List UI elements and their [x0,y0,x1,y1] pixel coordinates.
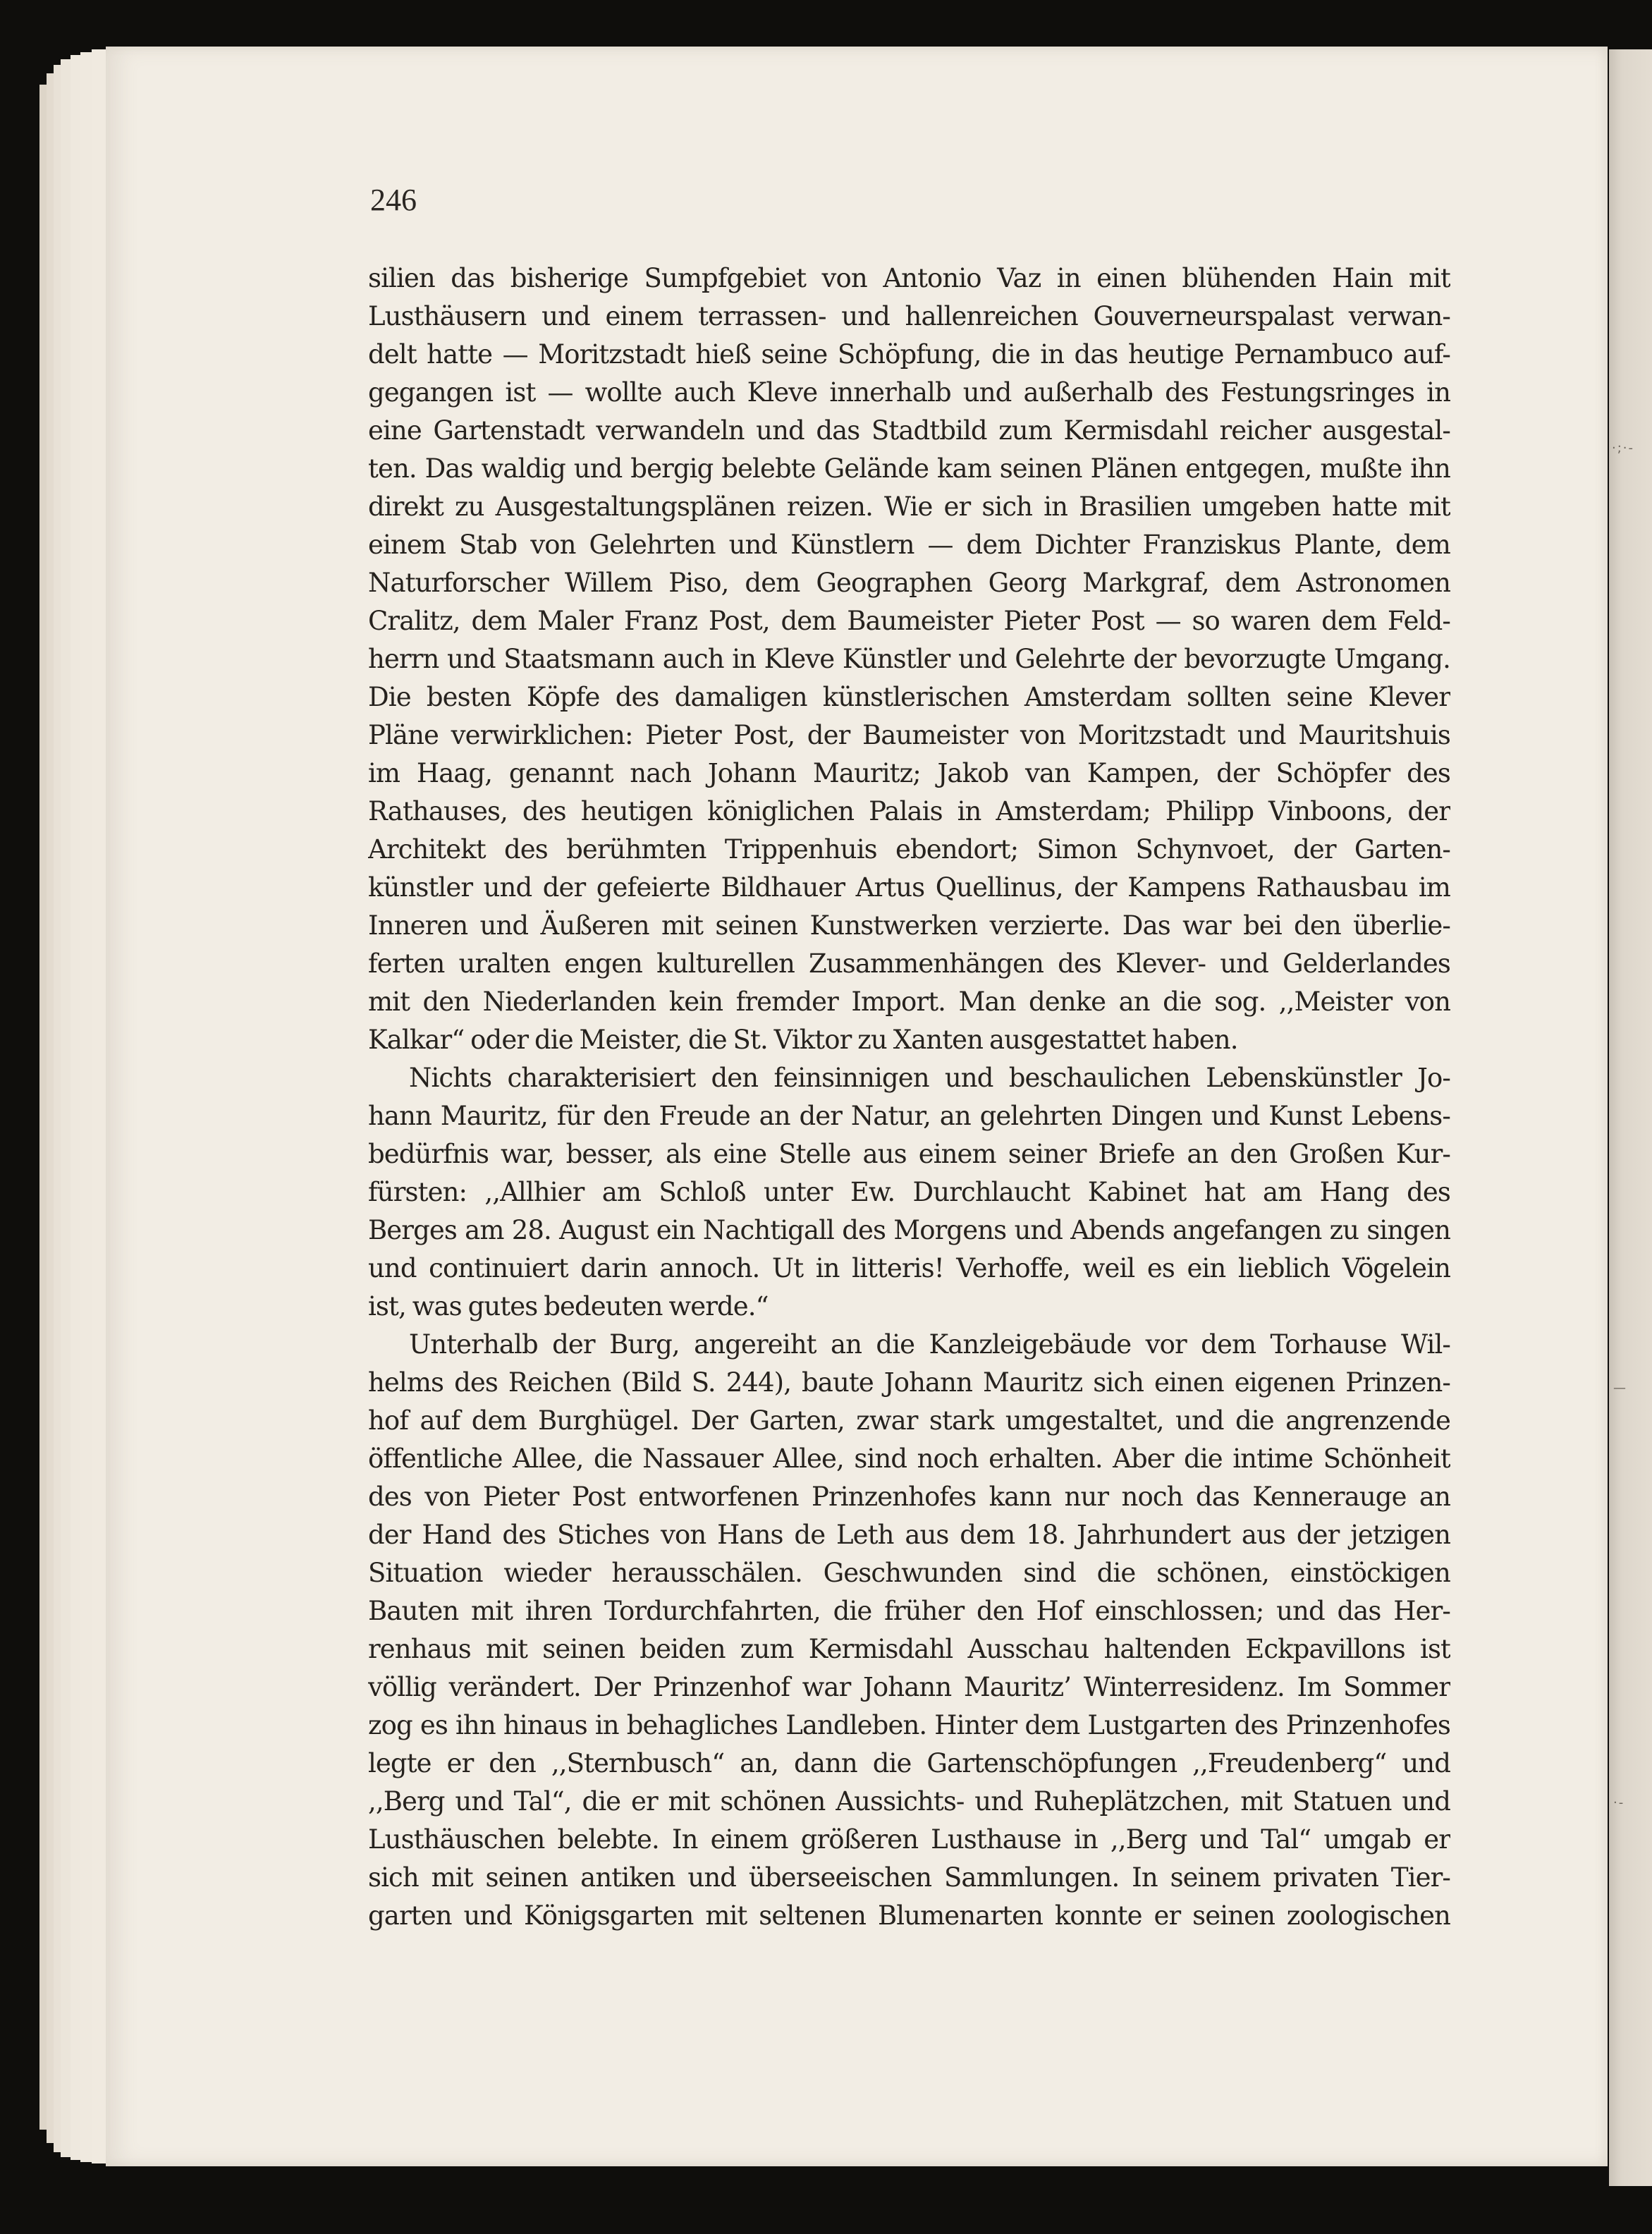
text-line: renhaus mit seinen beiden zum Kermisdahl Ausschau haltenden Eckpavillons ist [368,1634,1450,1664]
text-line: ten. Das waldig und bergig belebte Gelände kam seinen Plänen entgegen, mußte ihn [368,453,1450,484]
text-line: delt hatte — Moritzstadt hieß seine Schöpfung, die in das heutige Pernambuco auf- [368,339,1450,370]
text-line: gegangen ist — wollte auch Kleve innerhalb und außerhalb des Festungsringes in [368,377,1450,408]
text-line: eine Gartenstadt verwandeln und das Stadtbild zum Kermisdahl reicher ausgestal- [368,415,1450,446]
text-line: Kalkar“ oder die Meister, die St. Viktor zu Xanten ausgestattet haben. [368,1025,1238,1055]
text-line: Naturforscher Willem Piso, dem Geographen Georg Markgraf, dem Astronomen [368,568,1450,598]
text-line: Unterhalb der Burg, angereiht an die Kanzleigebäude vor dem Torhause Wil- [409,1329,1450,1360]
text-line: Bauten mit ihren Tordurchfahrten, die früher den Hof einschlossen; und das Her- [368,1596,1450,1626]
text-line: Situation wieder herausschälen. Geschwunden sind die schönen, einstöckigen [368,1558,1450,1588]
text-line: der Hand des Stiches von Hans de Leth aus dem 18. Jahrhundert aus der jetzigen [368,1520,1450,1550]
text-line: mit den Niederlanden kein fremder Import. Man denke an die sog. ,,Meister von [368,987,1450,1017]
text-line: direkt zu Ausgestaltungsplänen reizen. Wie er sich in Brasilien umgeben hatte mit [368,492,1450,522]
text-line: ist, was gutes bedeuten werde.“ [368,1291,769,1322]
facing-page-edge [1609,49,1652,2186]
margin-mark: ·- [1613,1795,1625,1810]
text-line: legte er den ,,Sternbusch“ an, dann die Gartenschöpfungen ,,Freudenberg“ und [368,1748,1450,1778]
text-line: Rathauses, des heutigen königlichen Palais in Amsterdam; Philipp Vinboons, der [368,796,1450,826]
text-line: völlig verändert. Der Prinzenhof war Johann Mauritz’ Winterresidenz. Im Sommer [368,1672,1450,1702]
text-line: Die besten Köpfe des damaligen künstlerischen Amsterdam sollten seine Klever [368,682,1450,712]
text-line: Architekt des berühmten Trippenhuis ebendort; Simon Schynvoet, der Garten- [368,834,1450,865]
text-line: im Haag, genannt nach Johann Mauritz; Jakob van Kampen, der Schöpfer des [368,758,1450,788]
text-line: Inneren und Äußeren mit seinen Kunstwerken verzierte. Das war bei den überlie- [368,910,1450,941]
text-line: Cralitz, dem Maler Franz Post, dem Baumeister Pieter Post — so waren dem Feld- [368,606,1450,636]
text-line: zog es ihn hinaus in behagliches Landleben. Hinter dem Lustgarten des Prinzenhofes [368,1710,1450,1740]
text-line: garten und Königsgarten mit seltenen Blumenarten konnte er seinen zoologischen [368,1900,1450,1931]
text-line: helms des Reichen (Bild S. 244), baute Johann Mauritz sich einen eigenen Prinzen- [368,1367,1450,1398]
text-line: hann Mauritz, für den Freude an der Natur, an gelehrten Dingen und Kunst Lebens- [368,1101,1450,1131]
text-line: sich mit seinen antiken und überseeischen Sammlungen. In seinem privaten Tier- [368,1862,1450,1893]
text-line: Lusthäuschen belebte. In einem größeren Lusthause in ,,Berg und Tal“ umgab er [368,1824,1450,1855]
text-line: Lusthäusern und einem terrassen- und hallenreichen Gouverneurspalast verwan- [368,301,1450,331]
text-line: ferten uralten engen kulturellen Zusammenhängen des Klever- und Gelderlandes [368,948,1450,979]
text-line: Pläne verwirklichen: Pieter Post, der Baumeister von Moritzstadt und Mauritshuis [368,720,1450,750]
margin-mark: ·;·- [1612,441,1635,456]
text-line: und continuiert darin annoch. Ut in litteris! Verhoffe, weil es ein lieblich Vögelein [368,1253,1450,1283]
margin-mark: — [1613,1381,1627,1396]
text-line: herrn und Staatsmann auch in Kleve Künstler und Gelehrte der bevorzugte Umgang. [368,644,1450,674]
text-line: bedürfnis war, besser, als eine Stelle aus einem seiner Briefe an den Großen Kur- [368,1139,1450,1169]
text-line: Berges am 28. August ein Nachtigall des Morgens und Abends angefangen zu singen [368,1215,1450,1245]
text-line: öffentliche Allee, die Nassauer Allee, sind noch erhalten. Aber die intime Schönheit [368,1443,1450,1474]
text-line: fürsten: ,,Allhier am Schloß unter Ew. Durchlaucht Kabinet hat am Hang des [368,1177,1450,1207]
text-line: des von Pieter Post entworfenen Prinzenhofes kann nur noch das Kennerauge an [368,1482,1450,1512]
text-line: ,,Berg und Tal“, die er mit schönen Aussichts- und Ruheplätzchen, mit Statuen und [368,1786,1450,1817]
page-number: 246 [370,183,417,217]
body-text [368,260,1450,1935]
text-line: Nichts charakterisiert den feinsinnigen und beschaulichen Lebenskünstler Jo- [409,1063,1450,1093]
text-line: künstler und der gefeierte Bildhauer Artus Quellinus, der Kampens Rathausbau im [368,872,1450,903]
text-line: einem Stab von Gelehrten und Künstlern — dem Dichter Franziskus Plante, dem [368,530,1450,560]
text-line: silien das bisherige Sumpfgebiet von Antonio Vaz in einen blühenden Hain mit [368,263,1450,293]
text-line: hof auf dem Burghügel. Der Garten, zwar stark umgestaltet, und die angrenzende [368,1405,1450,1436]
